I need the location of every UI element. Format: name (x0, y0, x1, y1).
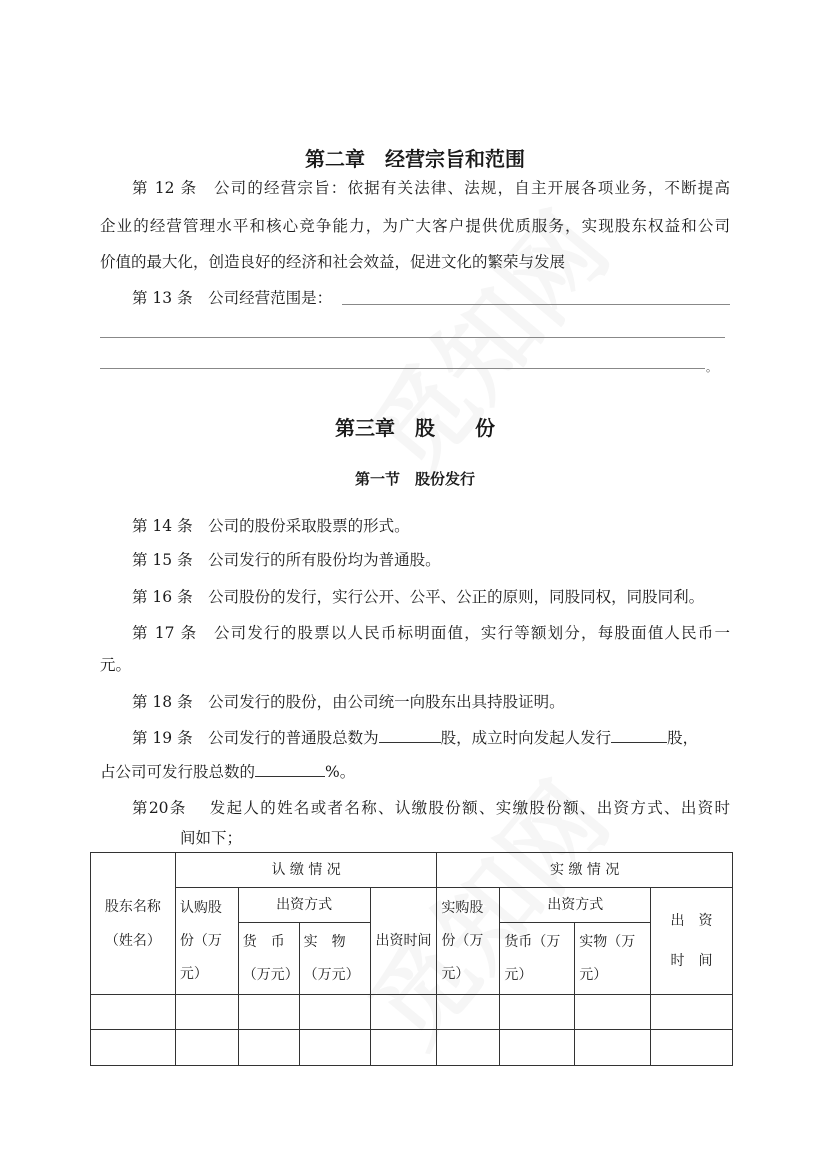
article-19-text: 股， (667, 729, 699, 747)
article-19-line (100, 762, 355, 782)
header-text: （万元） (242, 966, 299, 983)
fill-blank-line (100, 337, 725, 338)
article-19-text: 占公司可发行股总数的 (100, 763, 256, 781)
article-18: 第 18 条 公司发行的股份，由公司统一向股东出具持股证明。 (132, 693, 565, 711)
header-text: 元） (579, 966, 608, 983)
article-12-line: 企业的经营管理水平和核心竞争能力，为广大客户提供优质服务，实现股东权益和公司 (100, 217, 730, 235)
percentage-blank (255, 762, 325, 777)
article-14: 第 14 条 公司的股份采取股票的形式。 (132, 517, 410, 535)
article-13-end: 。 (706, 361, 717, 374)
fill-blank-line (100, 368, 705, 369)
header-text: （姓名） (104, 932, 161, 949)
table-row (91, 1030, 733, 1066)
total-shares-blank (379, 728, 441, 743)
header-paid-kind (575, 923, 651, 995)
shareholder-contribution-table (90, 852, 733, 1066)
article-19-text: 股，成立时向发起人发行 (440, 729, 612, 747)
header-kind (299, 923, 370, 995)
header-text: 出 资 (670, 913, 713, 929)
header-text: 份（万 (441, 932, 484, 949)
header-paid-time (651, 888, 733, 995)
header-text: 货 币 (242, 933, 285, 950)
header-text: 实购股 (441, 899, 484, 916)
founder-shares-blank (611, 728, 667, 743)
header-text: 时 间 (670, 953, 713, 969)
article-17-line: 元。 (100, 656, 132, 674)
header-text: 认购股 (179, 899, 222, 916)
article-19-line (132, 728, 698, 748)
header-text: 元） (504, 966, 533, 983)
header-text: 货币（万 (504, 933, 561, 950)
header-currency (238, 923, 299, 995)
table-row (91, 995, 733, 1030)
header-text: 元） (441, 965, 470, 982)
header-paid-method: 出资方式 (500, 888, 651, 923)
section-1-title: 第一节 股份发行 (354, 470, 475, 488)
header-text: （万元） (303, 966, 360, 983)
header-paid: 实 缴 情 况 (437, 853, 733, 888)
article-19-text: %。 (325, 763, 356, 781)
article-20-line: 间如下； (180, 829, 243, 847)
header-shareholder (91, 853, 176, 995)
header-time: 出资时间 (370, 888, 437, 995)
chapter-2-title: 第二章 经营宗旨和范围 (305, 147, 525, 171)
article-19-text: 第 19 条 公司发行的普通股总数为 (132, 729, 379, 747)
article-17-line: 第 17 条 公司发行的股票以人民币标明面值，实行等额划分，每股面值人民币一 (132, 624, 730, 642)
header-text: 份（万 (179, 932, 222, 949)
header-sub-shares (175, 888, 238, 995)
article-15: 第 15 条 公司发行的所有股份均为普通股。 (132, 551, 441, 569)
watermark (351, 195, 628, 496)
header-text: 实物（万 (579, 933, 636, 950)
article-12-line: 价值的最大化，创造良好的经济和社会效益，促进文化的繁荣与发展 (100, 253, 566, 271)
header-text: 元） (179, 965, 208, 982)
article-16: 第 16 条 公司股份的发行，实行公开、公平、公正的原则，同股同权，同股同利。 (132, 588, 705, 606)
chapter-3-title: 第三章 股 份 (335, 416, 495, 440)
header-paid-currency (500, 923, 575, 995)
header-paid-shares (437, 888, 500, 995)
header-method: 出资方式 (238, 888, 370, 923)
header-subscribed: 认 缴 情 况 (175, 853, 437, 888)
fill-blank-line (342, 304, 730, 305)
article-13: 第 13 条 公司经营范围是： (132, 289, 333, 307)
header-text: 实 物 (303, 933, 346, 950)
article-12-line: 第 12 条 公司的经营宗旨：依据有关法律、法规，自主开展各项业务，不断提高 (132, 179, 730, 197)
header-text: 股东名称 (104, 898, 161, 915)
article-20-line: 第20条 发起人的姓名或者名称、认缴股份额、实缴股份额、出资方式、出资时 (132, 799, 730, 817)
